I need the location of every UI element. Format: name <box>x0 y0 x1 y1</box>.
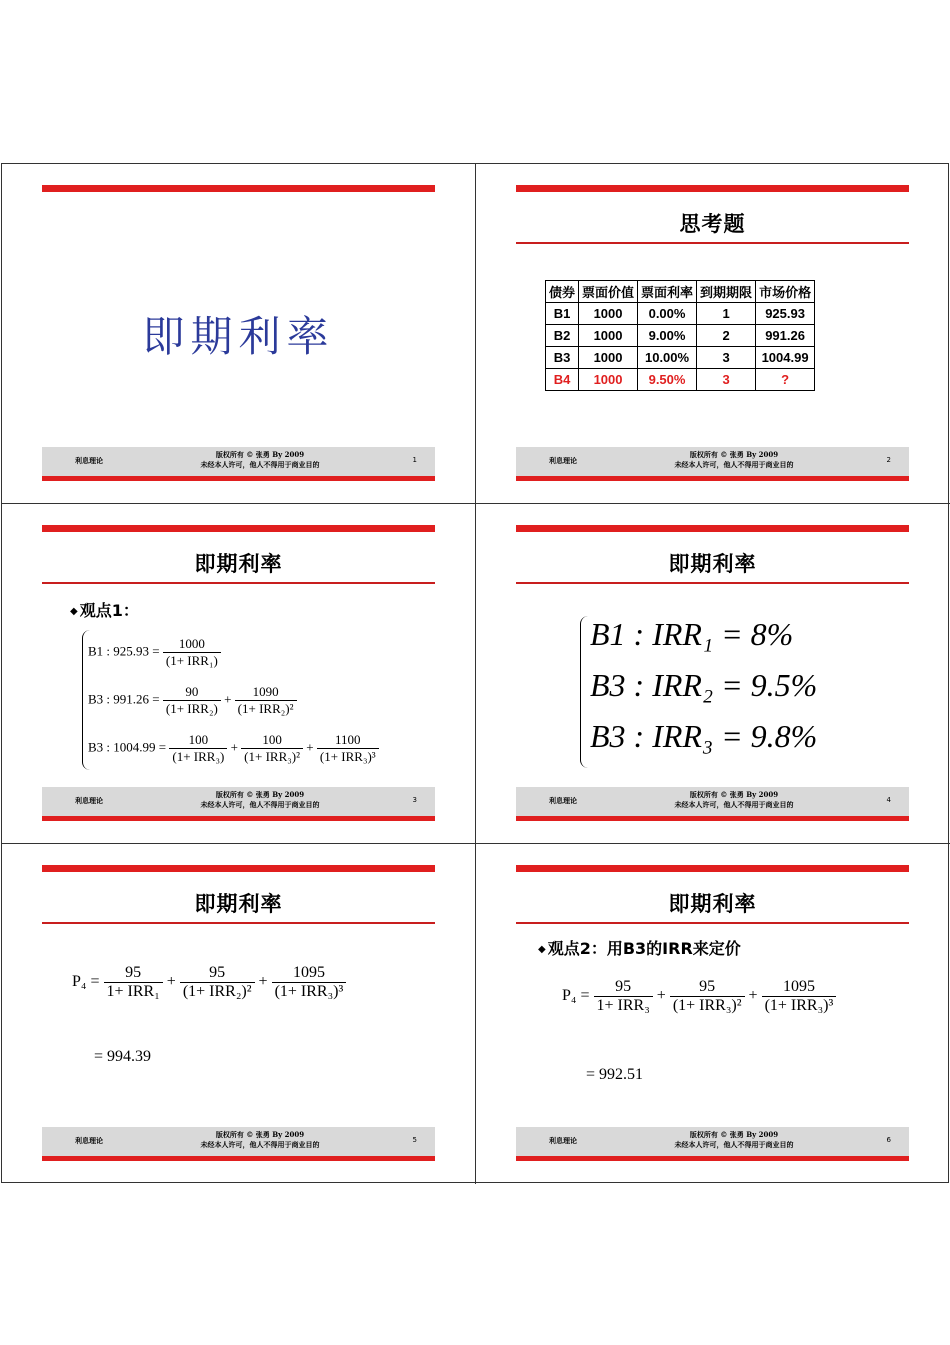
table-row-highlighted <box>546 369 815 391</box>
table-cell: 10.00% <box>638 347 697 369</box>
top-bar <box>516 865 909 872</box>
table-cell: 3 <box>697 347 756 369</box>
table-cell: 0.00% <box>638 303 697 325</box>
footer-copyright: 版权所有 © 张勇 By 2009 未经本人许可，他人不得用于商业目的 <box>674 450 794 469</box>
footer-course: 利息理论 <box>75 796 103 805</box>
slide-title: 思考题 <box>679 211 746 236</box>
table-cell: B2 <box>546 325 579 347</box>
table-cell: B3 <box>546 347 579 369</box>
footer-copyright: 版权所有 © 张勇 By 2009 未经本人许可，他人不得用于商业目的 <box>674 1130 794 1149</box>
bullet-point: ◆ 观点1： <box>70 601 139 620</box>
slide-3 <box>2 504 476 844</box>
top-bar <box>516 185 909 192</box>
header-cell: 市场价格 <box>756 281 815 303</box>
slide-5 <box>2 844 476 1184</box>
table-cell: 1000 <box>579 303 638 325</box>
table-header-row <box>546 281 815 303</box>
irr-line-1: B1 : IRR₁ = 8% <box>590 616 794 652</box>
slide-title: 即期利率 <box>194 551 283 576</box>
slide-6 <box>476 844 950 1184</box>
equation-2: B3 : 991.26 = $\frac{90}{\text{(1+ IRR₂)}}$ + $\frac{1090}{\text{(1+ IRR₂)²}}$ <box>88 684 297 717</box>
table-cell: 1000 <box>579 325 638 347</box>
table-cell: 9.00% <box>638 325 697 347</box>
top-bar <box>42 185 435 192</box>
footer-course: 利息理论 <box>549 456 577 465</box>
header-cell: 票面利率 <box>638 281 697 303</box>
table-cell: 1 <box>697 303 756 325</box>
page-number: 4 <box>886 796 891 804</box>
title-rule <box>516 922 909 924</box>
footer-course: 利息理论 <box>75 1136 103 1145</box>
table-cell: 9.50% <box>638 369 697 391</box>
bullet-point: ◆ 观点2：用B3的IRR来定价 <box>538 939 741 958</box>
table-cell: 3 <box>697 369 756 391</box>
table-cell: 1004.99 <box>756 347 815 369</box>
table-row <box>546 347 815 369</box>
title-rule <box>516 582 909 584</box>
diamond-bullet-icon: ◆ <box>70 606 78 617</box>
table-cell: 1000 <box>579 369 638 391</box>
title-rule <box>42 582 435 584</box>
table-cell: B4 <box>546 369 579 391</box>
slide-footer <box>516 447 909 481</box>
slide-footer <box>42 787 435 821</box>
handout-sheet <box>1 163 949 1183</box>
slide-title: 即期利率 <box>194 891 283 916</box>
slide-footer <box>42 1127 435 1161</box>
footer-course: 利息理论 <box>549 796 577 805</box>
slide-4 <box>476 504 950 844</box>
footer-copyright: 版权所有 © 张勇 By 2009 未经本人许可，他人不得用于商业目的 <box>200 790 320 809</box>
price-equation: P₄ = $\frac{95}{\text{1+ IRR₁}}$ + $\frac{95}{\text{(1+ IRR₂)²}}$ + $\frac{1095}{\text{(1+ IRR₃)³}}$ <box>72 964 346 1001</box>
slide-title: 即期利率 <box>668 551 757 576</box>
table-cell: ? <box>756 369 815 391</box>
header-cell: 债券 <box>546 281 579 303</box>
top-bar <box>42 525 435 532</box>
irr-line-3: B3 : IRR₃ = 9.8% <box>590 718 818 754</box>
slide-1 <box>2 164 476 504</box>
footer-copyright: 版权所有 © 张勇 By 2009 未经本人许可，他人不得用于商业目的 <box>674 790 794 809</box>
diamond-bullet-icon: ◆ <box>538 944 546 955</box>
table-row <box>546 303 815 325</box>
top-bar <box>516 525 909 532</box>
footer-copyright: 版权所有 © 张勇 By 2009 未经本人许可，他人不得用于商业目的 <box>200 1130 320 1149</box>
footer-course: 利息理论 <box>549 1136 577 1145</box>
irr-line-2: B3 : IRR₂ = 9.5% <box>590 667 818 703</box>
table-cell: B1 <box>546 303 579 325</box>
page-number: 5 <box>412 1136 417 1144</box>
page-number: 2 <box>886 456 891 464</box>
slide-2 <box>476 164 950 504</box>
footer-copyright: 版权所有 © 张勇 By 2009 未经本人许可，他人不得用于商业目的 <box>200 450 320 469</box>
header-cell: 到期期限 <box>697 281 756 303</box>
equation-3: B3 : 1004.99 = $\frac{100}{\text{(1+ IRR₃)}}$ + $\frac{100}{\text{(1+ IRR₃)²}}$ + $\frac{1100}{\text{(1+ IRR₃)³}}$ <box>88 732 379 765</box>
price-result: = 992.51 <box>586 1066 644 1083</box>
table-cell: 991.26 <box>756 325 815 347</box>
title-rule <box>516 242 909 244</box>
table-cell: 1000 <box>579 347 638 369</box>
slide-footer <box>516 787 909 821</box>
equation-1: B1 : 925.93 = $\frac{1000}{\text{(1+ IRR₁)}}$ <box>88 636 221 669</box>
table-cell: 925.93 <box>756 303 815 325</box>
bond-table <box>545 280 815 391</box>
header-cell: 票面价值 <box>579 281 638 303</box>
page-number: 3 <box>412 796 417 804</box>
page-number: 1 <box>412 456 417 464</box>
slide-title: 即期利率 <box>668 891 757 916</box>
price-result: = 994.39 <box>94 1048 152 1065</box>
price-equation: P₄ = $\frac{95}{\text{1+ IRR₃}}$ + $\frac{95}{\text{(1+ IRR₃)²}}$ + $\frac{1095}{\text{(1+ IRR₃)³}}$ <box>562 978 836 1015</box>
footer-course: 利息理论 <box>75 456 103 465</box>
table-cell: 2 <box>697 325 756 347</box>
top-bar <box>42 865 435 872</box>
slide-footer <box>42 447 435 481</box>
title-rule <box>42 922 435 924</box>
table-row <box>546 325 815 347</box>
page-number: 6 <box>886 1136 891 1144</box>
slide-big-title: 即期利率 <box>142 312 335 361</box>
slide-footer <box>516 1127 909 1161</box>
